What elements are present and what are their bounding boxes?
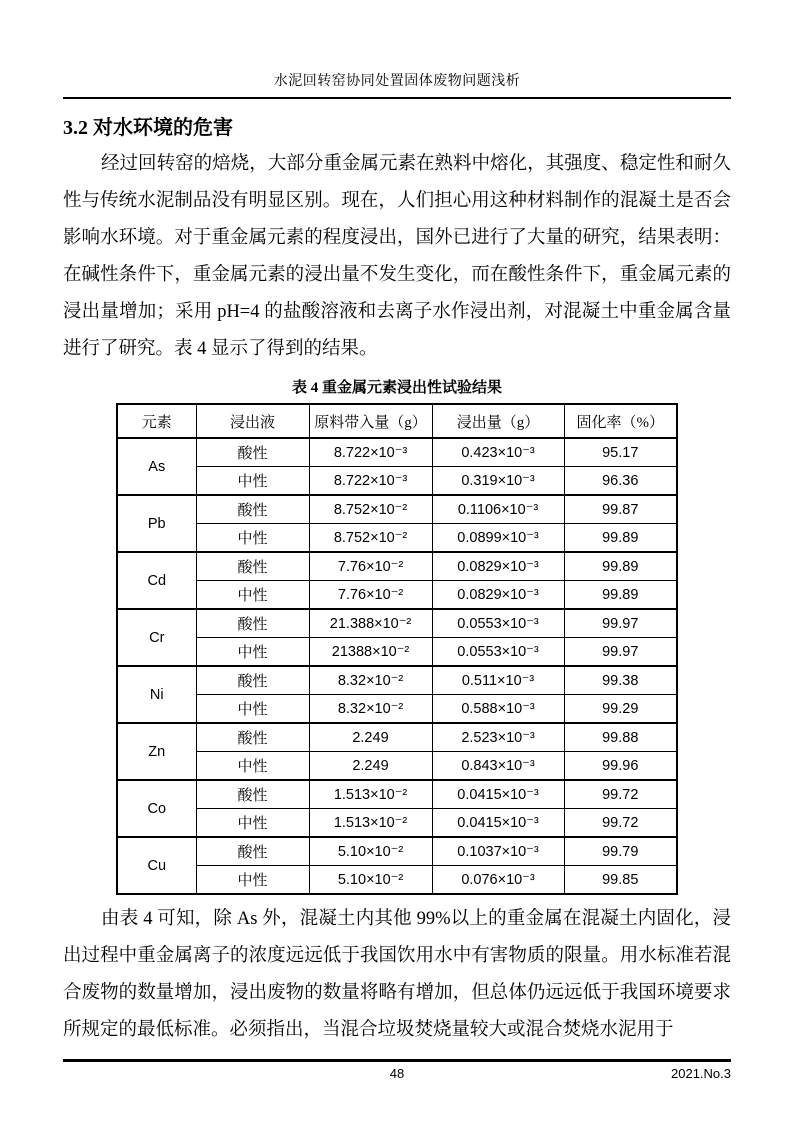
- header-leach-amount: 浸出量（g）: [432, 404, 564, 438]
- table-row: [117, 524, 677, 553]
- input-amount-cell: 8.752×10⁻²: [309, 524, 432, 553]
- header-solidify-rate: 固化率（%）: [564, 404, 677, 438]
- solution-cell: 酸性: [196, 723, 309, 752]
- element-cell: Pb: [117, 495, 196, 552]
- table-row: [117, 609, 677, 638]
- solidify-rate-cell: 99.38: [564, 666, 677, 695]
- leach-amount-cell: 0.0829×10⁻³: [432, 552, 564, 581]
- solidify-rate-cell: 99.89: [564, 552, 677, 581]
- solidify-rate-cell: 99.72: [564, 780, 677, 809]
- leach-amount-cell: 0.319×10⁻³: [432, 467, 564, 496]
- header-input-amount: 原料带入量（g）: [309, 404, 432, 438]
- solidify-rate-cell: 99.79: [564, 837, 677, 866]
- solidify-rate-cell: 99.72: [564, 809, 677, 838]
- table-row: [117, 638, 677, 667]
- input-amount-cell: 2.249: [309, 752, 432, 781]
- leach-amount-cell: 0.1106×10⁻³: [432, 495, 564, 524]
- solidify-rate-cell: 99.89: [564, 524, 677, 553]
- solution-cell: 酸性: [196, 666, 309, 695]
- header-element: 元素: [117, 404, 196, 438]
- element-cell: Ni: [117, 666, 196, 723]
- leach-amount-cell: 0.0415×10⁻³: [432, 809, 564, 838]
- input-amount-cell: 8.32×10⁻²: [309, 666, 432, 695]
- table-row: [117, 809, 677, 838]
- leach-amount-cell: 0.0553×10⁻³: [432, 638, 564, 667]
- element-cell: As: [117, 438, 196, 495]
- input-amount-cell: 8.722×10⁻³: [309, 438, 432, 467]
- solidify-rate-cell: 99.97: [564, 638, 677, 667]
- solution-cell: 中性: [196, 638, 309, 667]
- leach-amount-cell: 0.076×10⁻³: [432, 866, 564, 895]
- solution-cell: 中性: [196, 581, 309, 610]
- table-row: [117, 495, 677, 524]
- running-header-title: 水泥回转窑协同处置固体废物问题浅析: [63, 70, 731, 99]
- leach-amount-cell: 0.1037×10⁻³: [432, 837, 564, 866]
- solidify-rate-cell: 99.88: [564, 723, 677, 752]
- solution-cell: 中性: [196, 695, 309, 724]
- solution-cell: 中性: [196, 467, 309, 496]
- element-cell: Zn: [117, 723, 196, 780]
- table-row: [117, 695, 677, 724]
- results-table: [116, 403, 678, 895]
- leach-amount-cell: 0.588×10⁻³: [432, 695, 564, 724]
- table-row: [117, 467, 677, 496]
- solution-cell: 酸性: [196, 495, 309, 524]
- table-row: [117, 752, 677, 781]
- element-cell: Cu: [117, 837, 196, 894]
- solidify-rate-cell: 99.29: [564, 695, 677, 724]
- page-number: 48: [389, 1066, 405, 1081]
- leach-amount-cell: 2.523×10⁻³: [432, 723, 564, 752]
- solution-cell: 中性: [196, 809, 309, 838]
- solution-cell: 酸性: [196, 438, 309, 467]
- table-row: [117, 780, 677, 809]
- leach-amount-cell: 0.423×10⁻³: [432, 438, 564, 467]
- solidify-rate-cell: 96.36: [564, 467, 677, 496]
- input-amount-cell: 7.76×10⁻²: [309, 552, 432, 581]
- input-amount-cell: 8.722×10⁻³: [309, 467, 432, 496]
- input-amount-cell: 1.513×10⁻²: [309, 809, 432, 838]
- input-amount-cell: 5.10×10⁻²: [309, 837, 432, 866]
- solution-cell: 中性: [196, 866, 309, 895]
- table-row: [117, 438, 677, 467]
- input-amount-cell: 1.513×10⁻²: [309, 780, 432, 809]
- section-heading: 3.2 对水环境的危害: [63, 117, 233, 139]
- paragraph-2: 由表 4 可知，除 As 外，混凝土内其他 99%以上的重金属在混凝土内固化，浸出过程中重金属离子的浓度远远低于我国饮用水中有害物质的限量。用水标准若混合废物的数量增加，浸出废物的数量将略有增加，但总体仍远远低于我国环境要求所规定的最低标准。必须指出，当混合垃圾焚烧量较大或混合焚烧水泥用于: [63, 909, 731, 1040]
- header-solution: 浸出液: [196, 404, 309, 438]
- leach-amount-cell: 0.0829×10⁻³: [432, 581, 564, 610]
- solution-cell: 中性: [196, 524, 309, 553]
- table-header-row: [117, 404, 677, 438]
- solution-cell: 酸性: [196, 837, 309, 866]
- table-row: [117, 581, 677, 610]
- table-row: [117, 666, 677, 695]
- solution-cell: 酸性: [196, 780, 309, 809]
- input-amount-cell: 8.752×10⁻²: [309, 495, 432, 524]
- page-footer: [63, 1059, 731, 1081]
- table-row: [117, 866, 677, 895]
- input-amount-cell: 8.32×10⁻²: [309, 695, 432, 724]
- solution-cell: 酸性: [196, 609, 309, 638]
- input-amount-cell: 21388×10⁻²: [309, 638, 432, 667]
- table-row: [117, 723, 677, 752]
- solidify-rate-cell: 95.17: [564, 438, 677, 467]
- input-amount-cell: 5.10×10⁻²: [309, 866, 432, 895]
- solidify-rate-cell: 99.89: [564, 581, 677, 610]
- solidify-rate-cell: 99.85: [564, 866, 677, 895]
- input-amount-cell: 2.249: [309, 723, 432, 752]
- solidify-rate-cell: 99.87: [564, 495, 677, 524]
- element-cell: Co: [117, 780, 196, 837]
- leach-amount-cell: 0.511×10⁻³: [432, 666, 564, 695]
- input-amount-cell: 7.76×10⁻²: [309, 581, 432, 610]
- leach-amount-cell: 0.0899×10⁻³: [432, 524, 564, 553]
- leach-amount-cell: 0.0415×10⁻³: [432, 780, 564, 809]
- leach-amount-cell: 0.843×10⁻³: [432, 752, 564, 781]
- solidify-rate-cell: 99.96: [564, 752, 677, 781]
- input-amount-cell: 21.388×10⁻²: [309, 609, 432, 638]
- table-caption: 表 4 重金属元素浸出性试验结果: [291, 380, 502, 396]
- paragraph-1: 经过回转窑的焙烧，大部分重金属元素在熟料中熔化，其强度、稳定性和耐久性与传统水泥制品没有明显区别。现在，人们担心用这种材料制作的混凝土是否会影响水环境。对于重金属元素的程度浸出，国外已进行了大量的研究，结果表明：在碱性条件下，重金属元素的浸出量不发生变化，而在酸性条件下，重金属元素的浸出量增加；采用 pH=4 的盐酸溶液和去离子水作浸出剂，对混凝土中重金属含量进行了研究。表 4 显示了得到的结果。: [63, 154, 731, 359]
- table-row: [117, 552, 677, 581]
- solution-cell: 中性: [196, 752, 309, 781]
- leach-amount-cell: 0.0553×10⁻³: [432, 609, 564, 638]
- solidify-rate-cell: 99.97: [564, 609, 677, 638]
- issue-label: 2021.No.3: [671, 1066, 731, 1081]
- element-cell: Cd: [117, 552, 196, 609]
- table-row: [117, 837, 677, 866]
- solution-cell: 酸性: [196, 552, 309, 581]
- element-cell: Cr: [117, 609, 196, 666]
